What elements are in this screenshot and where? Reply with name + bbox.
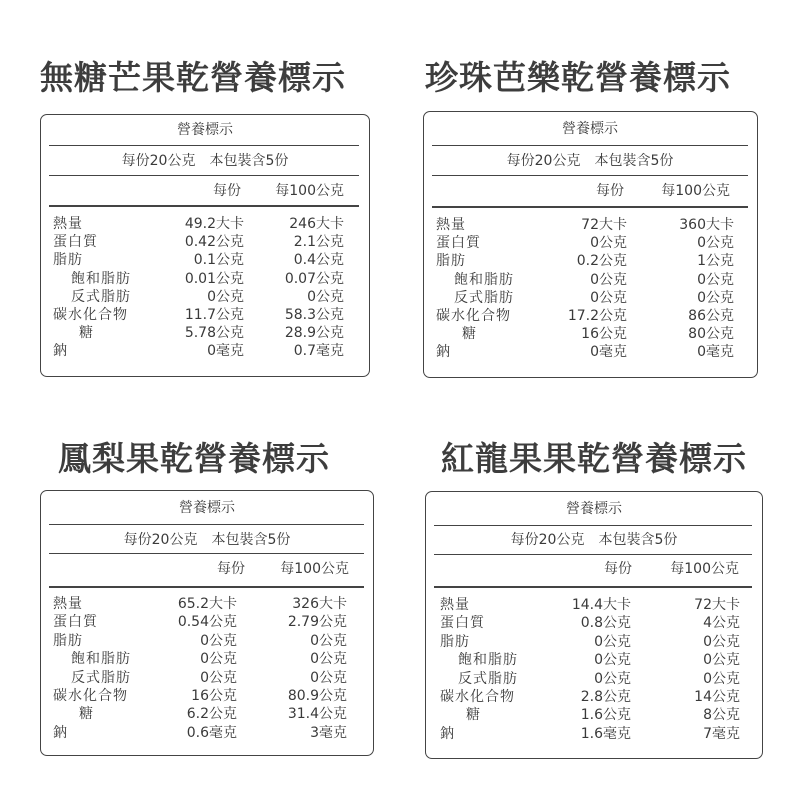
nutrient-per-100g: 2.79公克 [287,614,347,631]
nutrient-per-serving: 0.42公克 [184,234,244,251]
nutrient-per-serving: 0公克 [200,632,237,649]
nutrient-per-100g: 2.1公克 [293,234,344,251]
label-header: 營養標示 [566,501,622,517]
nutrient-per-100g: 0公克 [310,632,347,649]
divider [434,554,752,555]
nutrient-per-serving: 1.6毫克 [580,725,631,742]
panel-title: 鳳梨果乾營養標示 [58,439,330,478]
nutrient-per-100g: 0.7毫克 [293,343,344,360]
nutrient-name: 糖 [79,325,94,342]
nutrient-per-100g: 360大卡 [679,217,734,233]
nutrient-per-100g: 246大卡 [289,216,344,232]
nutrient-per-serving: 11.7公克 [184,307,244,323]
divider [432,145,748,146]
nutrient-name: 碳水化合物 [440,689,515,705]
nutrient-name: 脂肪 [440,633,470,650]
nutrient-name: 熱量 [53,216,83,232]
divider [49,553,364,554]
divider [49,205,359,207]
nutrient-per-serving: 0公克 [200,669,237,686]
nutrient-per-100g: 0公克 [703,652,740,669]
nutrient-name: 反式脂肪 [458,670,518,687]
serving-info: 每份20公克 本包裝含5份 [123,532,291,548]
divider [49,145,359,146]
nutrient-per-serving: 16公克 [581,326,627,343]
nutrient-per-100g: 0毫克 [697,344,734,361]
nutrient-name: 碳水化合物 [53,688,128,704]
nutrient-per-100g: 0公克 [310,651,347,668]
nutrient-per-serving: 1.6公克 [580,707,631,724]
nutrient-per-serving: 0毫克 [207,343,244,360]
label-header: 營養標示 [562,121,618,137]
nutrition-label-box [40,490,374,756]
nutrient-per-serving: 0.1公克 [193,252,244,269]
nutrient-name: 脂肪 [53,252,83,269]
divider [434,586,752,588]
col-header-per-serving: 每份 [217,561,245,577]
nutrient-per-100g: 80.9公克 [287,688,347,704]
nutrient-per-serving: 0.6毫克 [186,724,237,741]
nutrient-name: 飽和脂肪 [71,270,131,287]
nutrient-name: 反式脂肪 [71,669,131,686]
nutrient-per-serving: 0.01公克 [184,270,244,287]
nutrient-name: 碳水化合物 [53,307,128,323]
nutrient-per-100g: 31.4公克 [287,706,347,723]
nutrition-label-box [423,111,758,378]
col-header-per-100g: 每100公克 [670,561,739,577]
nutrient-per-serving: 0.2公克 [576,253,627,270]
nutrient-per-100g: 86公克 [688,308,734,324]
nutrient-per-serving: 0公克 [594,652,631,669]
nutrient-name: 脂肪 [436,253,466,270]
label-header: 營養標示 [177,122,233,138]
panel-title: 紅龍果果乾營養標示 [441,439,747,478]
nutrient-per-serving: 0.8公克 [580,615,631,632]
serving-info: 每份20公克 本包裝含5份 [510,532,678,548]
nutrient-per-serving: 0公克 [590,235,627,252]
nutrient-per-100g: 0.07公克 [284,270,344,287]
nutrient-name: 蛋白質 [53,234,98,251]
nutrient-per-serving: 0公克 [590,271,627,288]
nutrient-name: 鈉 [440,725,455,742]
nutrient-per-serving: 0公克 [594,670,631,687]
nutrient-name: 碳水化合物 [436,308,511,324]
nutrient-per-100g: 80公克 [688,326,734,343]
nutrient-name: 鈉 [53,343,68,360]
nutrient-per-100g: 58.3公克 [284,307,344,323]
nutrient-per-100g: 1公克 [697,253,734,270]
nutrient-per-100g: 0公克 [697,235,734,252]
col-header-per-100g: 每100公克 [275,183,344,199]
nutrient-name: 反式脂肪 [71,288,131,305]
serving-info: 每份20公克 本包裝含5份 [121,153,289,169]
nutrient-per-100g: 0公克 [697,271,734,288]
nutrient-per-100g: 28.9公克 [284,325,344,342]
nutrient-name: 蛋白質 [436,235,481,252]
col-header-per-serving: 每份 [596,183,624,199]
nutrient-per-serving: 5.78公克 [184,325,244,342]
serving-info: 每份20公克 本包裝含5份 [506,153,674,169]
col-header-per-serving: 每份 [213,183,241,199]
nutrient-per-100g: 4公克 [703,615,740,632]
nutrient-per-100g: 7毫克 [703,725,740,742]
nutrient-per-serving: 72大卡 [581,217,627,233]
nutrient-per-serving: 0公克 [207,288,244,305]
nutrient-name: 鈉 [436,344,451,361]
divider [434,525,752,526]
nutrient-per-100g: 0公克 [307,288,344,305]
nutrient-name: 熱量 [53,596,83,612]
panel-title: 無糖芒果乾營養標示 [40,58,346,97]
nutrition-label-box [40,114,370,377]
col-header-per-100g: 每100公克 [280,561,349,577]
nutrient-name: 反式脂肪 [454,289,514,306]
nutrient-per-serving: 0.54公克 [177,614,237,631]
nutrient-per-serving: 65.2大卡 [177,596,237,612]
nutrient-name: 飽和脂肪 [458,652,518,669]
nutrient-per-serving: 0公克 [594,633,631,650]
nutrient-per-100g: 8公克 [703,707,740,724]
nutrient-per-100g: 0公克 [310,669,347,686]
divider [432,206,748,208]
nutrient-per-100g: 0.4公克 [293,252,344,269]
nutrient-per-serving: 0公克 [590,289,627,306]
nutrient-name: 飽和脂肪 [71,651,131,668]
nutrient-per-serving: 17.2公克 [567,308,627,324]
divider [49,175,359,176]
nutrition-label-box [425,491,763,759]
nutrient-name: 蛋白質 [440,615,485,632]
divider [432,175,748,176]
nutrient-name: 糖 [466,707,481,724]
nutrient-per-100g: 14公克 [694,689,740,705]
nutrient-name: 糖 [462,326,477,343]
nutrient-per-100g: 0公克 [703,633,740,650]
nutrient-per-serving: 6.2公克 [186,706,237,723]
nutrient-per-100g: 0公克 [703,670,740,687]
divider [49,586,364,588]
nutrient-name: 糖 [79,706,94,723]
col-header-per-serving: 每份 [604,561,632,577]
nutrient-per-serving: 49.2大卡 [184,216,244,232]
nutrient-per-100g: 3毫克 [310,724,347,741]
nutrient-name: 鈉 [53,724,68,741]
nutrient-per-serving: 16公克 [191,688,237,704]
col-header-per-100g: 每100公克 [661,183,730,199]
nutrient-name: 熱量 [440,597,470,613]
divider [49,524,364,525]
nutrient-per-serving: 0公克 [200,651,237,668]
nutrient-per-100g: 326大卡 [292,596,347,612]
nutrient-name: 飽和脂肪 [454,271,514,288]
nutrient-per-serving: 14.4大卡 [571,597,631,613]
nutrient-per-serving: 0毫克 [590,344,627,361]
nutrient-name: 熱量 [436,217,466,233]
nutrient-per-100g: 0公克 [697,289,734,306]
nutrient-per-serving: 2.8公克 [580,689,631,705]
label-header: 營養標示 [179,500,235,516]
panel-title: 珍珠芭樂乾營養標示 [425,58,731,97]
nutrient-per-100g: 72大卡 [694,597,740,613]
nutrient-name: 蛋白質 [53,614,98,631]
nutrient-name: 脂肪 [53,632,83,649]
